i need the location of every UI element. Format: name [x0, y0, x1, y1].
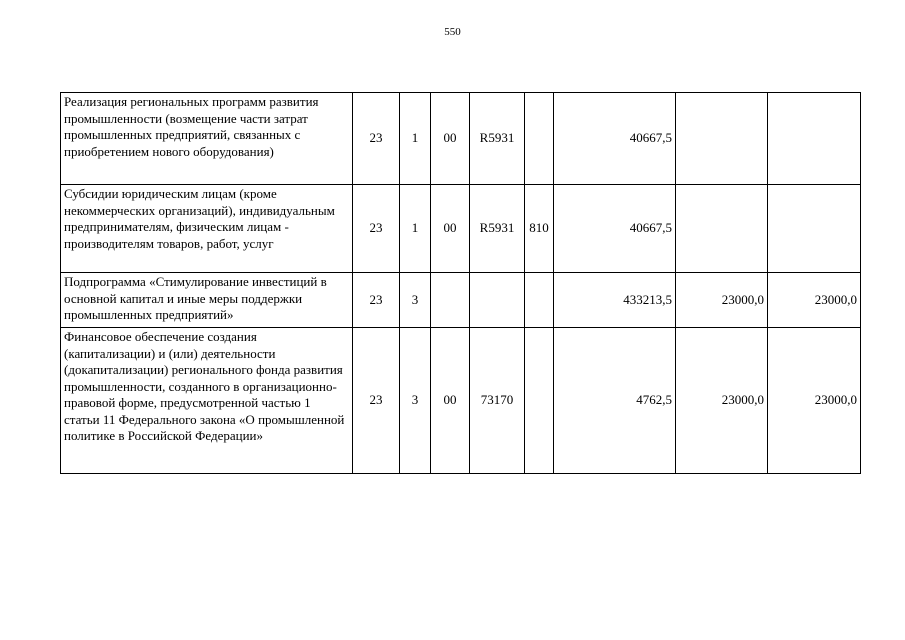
amount-year2-cell [676, 185, 768, 273]
amount-year2-cell [676, 93, 768, 185]
table-row [61, 93, 861, 185]
program-code-cell: 23 [353, 273, 400, 328]
amount-year3-cell: 23000,0 [768, 273, 861, 328]
activity-code-cell: 00 [431, 328, 470, 474]
activity-code-cell: 00 [431, 185, 470, 273]
amount-year2-cell: 23000,0 [676, 273, 768, 328]
expense-type-cell [525, 93, 554, 185]
row-name-cell: Финансовое обеспечение создания (капитализации) и (или) деятельности (докапитализации) регионального фонда развития промышленности, созданного в организационно-правовой форме, предусмотренной частью 1 статьи 11 Федерального закона «О промышленной политике в Российской Федерации» [61, 328, 353, 474]
amount-year3-cell: 23000,0 [768, 328, 861, 474]
direction-code-cell: R5931 [470, 185, 525, 273]
program-code-cell: 23 [353, 93, 400, 185]
amount-year2-cell: 23000,0 [676, 328, 768, 474]
subprogram-code-cell: 1 [400, 185, 431, 273]
row-name-cell: Субсидии юридическим лицам (кроме некоммерческих организаций), индивидуальным предпринимателям, физическим лицам - производителям товаров, работ, услуг [61, 185, 353, 273]
subprogram-code-cell: 1 [400, 93, 431, 185]
direction-code-cell: 73170 [470, 328, 525, 474]
amount-year1-cell: 40667,5 [554, 93, 676, 185]
amount-year1-cell: 40667,5 [554, 185, 676, 273]
budget-table [60, 92, 861, 474]
expense-type-cell: 810 [525, 185, 554, 273]
subprogram-code-cell: 3 [400, 273, 431, 328]
amount-year1-cell: 433213,5 [554, 273, 676, 328]
expense-type-cell [525, 273, 554, 328]
activity-code-cell: 00 [431, 93, 470, 185]
amount-year1-cell: 4762,5 [554, 328, 676, 474]
amount-year3-cell [768, 93, 861, 185]
row-name-cell: Реализация региональных программ развития промышленности (возмещение части затрат промышленных предприятий, связанных с приобретением нового оборудования) [61, 93, 353, 185]
page-number: 550 [444, 26, 461, 38]
table-row [61, 185, 861, 273]
program-code-cell: 23 [353, 328, 400, 474]
direction-code-cell: R5931 [470, 93, 525, 185]
table-row [61, 273, 861, 328]
expense-type-cell [525, 328, 554, 474]
amount-year3-cell [768, 185, 861, 273]
row-name-cell: Подпрограмма «Стимулирование инвестиций в основной капитал и иные меры поддержки промышленных предприятий» [61, 273, 353, 328]
program-code-cell: 23 [353, 185, 400, 273]
direction-code-cell [470, 273, 525, 328]
activity-code-cell [431, 273, 470, 328]
subprogram-code-cell: 3 [400, 328, 431, 474]
table-row [61, 328, 861, 474]
